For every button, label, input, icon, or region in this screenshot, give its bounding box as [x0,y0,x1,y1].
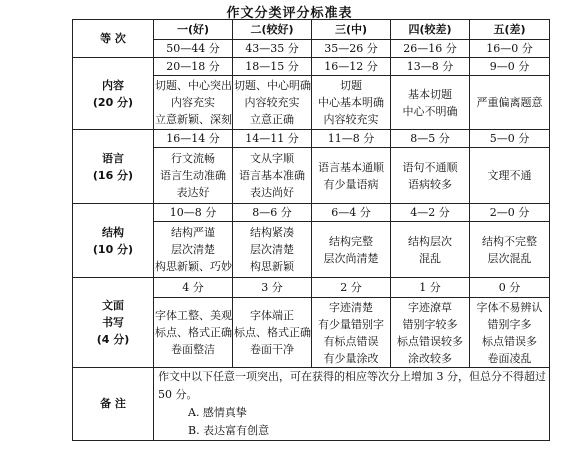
score-range: 3 分 [261,280,283,294]
score-range: 4 分 [182,280,204,294]
description-line: 层次清楚 [250,243,294,256]
description-cell [470,76,550,130]
description-line: 标点、格式正确 [234,326,311,339]
description-line: 立意新颖、深刻 [155,113,232,126]
grade-range: 35—26 分 [324,41,378,55]
grade-range-cell [470,40,550,58]
score-range-cell [391,204,470,222]
grade-name-row [73,20,550,40]
score-range: 16—14 分 [166,131,220,145]
criterion-label-line: (4 分) [96,333,130,346]
description-line: 标点错误较多 [397,334,463,348]
description-cell [154,76,233,130]
description-line: 行文流畅 [171,152,215,165]
score-range-cell [233,278,312,298]
description-line: 语句不通顺 [402,160,458,174]
description-line: 中心基本明确 [318,96,384,109]
description-line: 结构完整 [329,234,373,248]
grade-range-cell [391,40,470,58]
score-range: 5—0 分 [489,131,530,145]
description-line: 有标点错误 [323,334,379,348]
grade-range-cell [233,40,312,58]
description-cell [391,222,470,278]
criterion-score-row [73,130,550,148]
description-line: 内容充实 [171,96,215,109]
description-line: 构思新颖、巧妙 [155,260,232,273]
score-range-cell [312,278,391,298]
score-range: 10—8 分 [169,205,217,219]
description-cell [233,148,312,204]
score-range-cell [233,58,312,76]
description-line: 卷面凌乱 [487,351,532,365]
description-line: 卷面干净 [250,343,294,356]
score-range: 20—18 分 [166,59,220,73]
grade-range: 43—35 分 [245,41,299,55]
description-line: 文理不通 [487,169,532,182]
score-range-cell [391,278,470,298]
note-label [73,368,154,441]
score-range-cell [233,130,312,148]
grade-range: 26—16 分 [403,41,457,55]
description-line: 切题、中心明确 [234,79,311,92]
description-line: 文从字顺 [250,152,294,165]
score-range-cell [470,58,550,76]
criterion-label [73,204,154,278]
description-line: 内容较充实 [244,96,300,109]
description-cell [233,76,312,130]
score-range: 2 分 [340,280,362,294]
score-range: 2—0 分 [489,205,530,219]
description-cell [233,222,312,278]
description-cell [154,222,233,278]
description-cell [312,76,391,130]
description-cell [470,298,550,368]
criterion-label [73,58,154,130]
score-range: 14—11 分 [245,131,299,145]
score-range: 11—8 分 [327,131,375,145]
note-option: B. 表达富有创意 [188,424,270,437]
note-options [158,404,548,440]
description-cell [312,298,391,368]
score-range-cell [312,130,391,148]
scoring-table [72,19,550,441]
score-range: 13—8 分 [406,59,454,73]
grade-range-cell [312,40,391,58]
description-cell [312,148,391,204]
score-range-cell [233,204,312,222]
description-line: 立意正确 [250,113,294,126]
description-line: 错别字较多 [402,317,458,331]
note-text: 作文中以下任意一项突出，可在获得的相应等次分上增加 3 分，但总分不得超过 50 分。 [158,370,546,401]
score-range: 8—6 分 [252,205,292,219]
description-line: 构思新颖 [250,260,294,273]
description-line: 字体不易辨认 [476,300,543,314]
criterion-label-line: 文面 [102,299,124,312]
grade-range: 50—44 分 [166,41,220,55]
description-line: 有少量语病 [323,177,379,191]
description-line: 字体工整、美观 [155,309,232,322]
score-range-cell [312,204,391,222]
description-line: 中心不明确 [402,104,458,118]
grade-name-cell [233,20,312,40]
description-line: 表达尚好 [250,186,294,199]
description-cell [470,148,550,204]
note-label-text: 备 注 [100,397,126,410]
description-line: 切题、中心突出 [155,79,232,92]
score-range-cell [154,130,233,148]
score-range-cell [154,278,233,298]
score-range: 8—5 分 [410,131,450,145]
description-line: 有少量错别字 [318,317,384,331]
criterion-label-line: (20 分) [92,95,134,109]
description-cell [154,148,233,204]
description-line: 字迹清楚 [329,300,373,314]
description-line: 层次混乱 [487,251,532,265]
table-title: 作文分类评分标准表 [226,6,353,21]
description-line: 结构层次 [408,234,452,248]
criterion-label-line: 书写 [102,316,124,329]
description-line: 卷面整洁 [171,343,215,356]
description-line: 切题 [340,79,362,92]
grade-name-cell [391,20,470,40]
description-line: 层次清楚 [171,243,215,256]
description-line: 结构严谨 [171,226,215,239]
description-line: 结构紧凑 [250,226,294,239]
score-range-cell [470,130,550,148]
score-range-cell [312,58,391,76]
criterion-label-line: 结构 [102,225,124,239]
description-cell [391,76,470,130]
description-line: 涂改较多 [408,351,452,365]
score-range-cell [154,58,233,76]
description-cell [312,222,391,278]
score-range: 0 分 [498,280,521,294]
criterion-label [73,130,154,204]
grade-name-cell [312,20,391,40]
score-range: 18—15 分 [245,59,299,73]
description-cell [233,298,312,368]
criterion-label-line: 语言 [102,151,124,165]
description-line: 字迹潦草 [408,300,452,314]
description-line: 有少量涂改 [323,351,379,365]
description-line: 错别字多 [487,317,532,331]
score-range-cell [391,58,470,76]
description-cell [391,298,470,368]
description-line: 语言基本通顺 [318,160,384,174]
score-range-cell [470,278,550,298]
grade-name: 二(较好) [250,22,294,36]
grade-range-cell [154,40,233,58]
description-line: 语言生动准确 [160,169,226,182]
score-range: 1 分 [419,280,441,294]
criterion-score-row [73,278,550,298]
grade-range: 16—0 分 [486,41,533,55]
description-cell [470,222,550,278]
description-line: 结构不完整 [482,234,537,248]
score-range-cell [470,204,550,222]
description-line: 语言基本准确 [239,169,305,182]
grade-name: 五(差) [493,22,526,36]
description-line: 内容较充实 [323,113,379,126]
description-line: 字体端正 [250,309,294,322]
note-row [73,368,550,441]
score-range-cell [391,130,470,148]
score-range: 9—0 分 [489,59,530,73]
grade-name: 三(中) [334,22,368,36]
description-line: 基本切题 [408,87,452,101]
grade-label-text: 等 次 [100,31,126,45]
score-range: 4—2 分 [410,205,450,219]
grade-header-label [73,20,154,58]
grade-name: 四(较差) [408,22,452,36]
criterion-label-line: (10 分) [92,242,134,256]
score-range: 6—4 分 [331,205,371,219]
criterion-label-line: (16 分) [92,168,134,182]
score-range-cell [154,204,233,222]
note-content [154,368,550,441]
note-option: A. 感情真挚 [188,406,247,419]
grade-name-cell [154,20,233,40]
criterion-score-row [73,204,550,222]
description-line: 混乱 [419,251,441,265]
description-line: 层次尚清楚 [323,251,379,265]
description-line: 标点错误多 [482,334,537,348]
description-line: 标点、格式正确 [155,326,232,339]
description-line: 语病较多 [408,177,452,191]
description-line: 表达好 [176,186,210,199]
criterion-label [73,278,154,368]
grade-name-cell [470,20,550,40]
description-line: 严重偏离题意 [476,96,543,109]
description-cell [391,148,470,204]
score-range: 16—12 分 [324,59,378,73]
criterion-score-row [73,58,550,76]
grade-name: 一(好) [176,22,210,36]
criterion-label-line: 内容 [102,78,124,92]
description-cell [154,298,233,368]
